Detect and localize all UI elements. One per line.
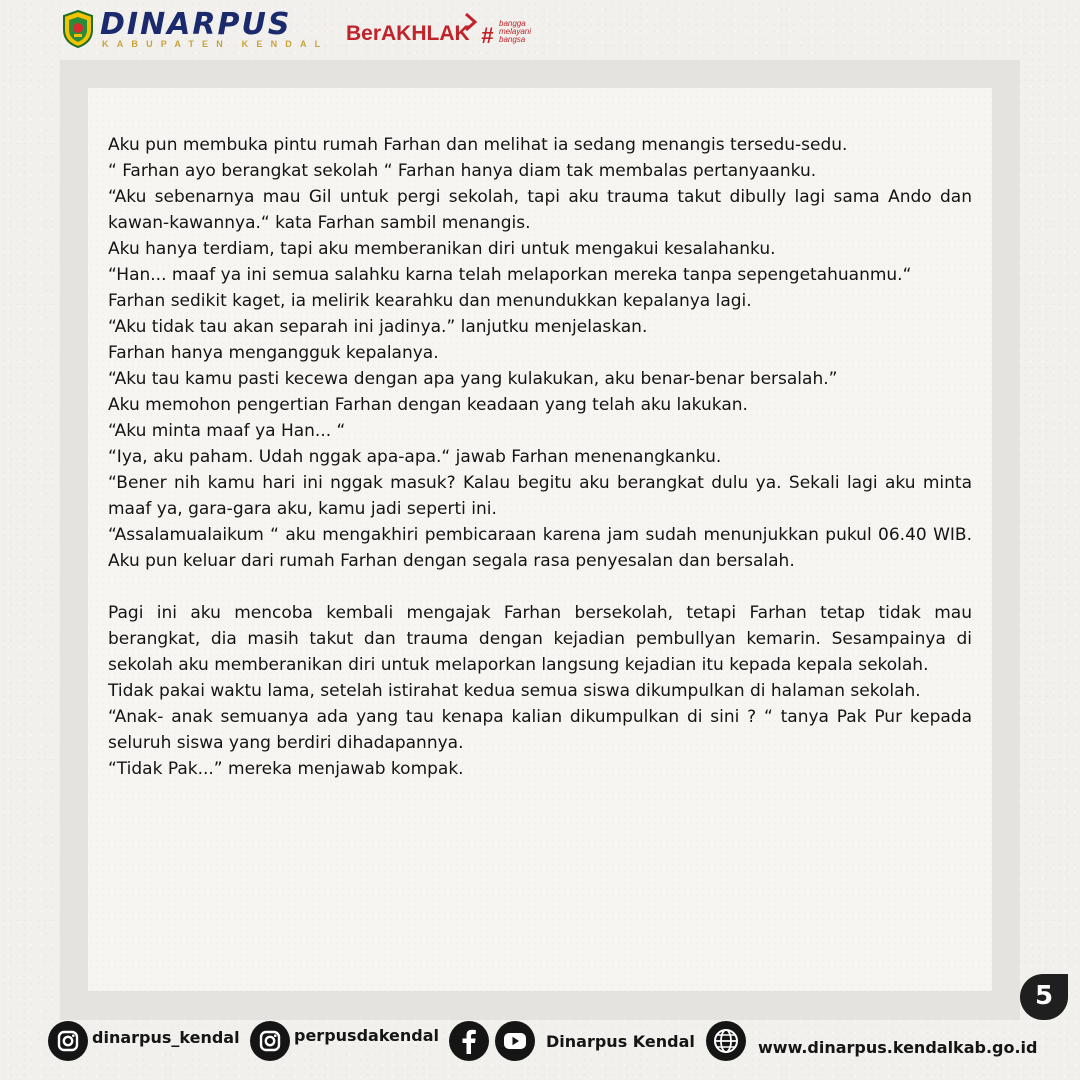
brand-subtitle: KABUPATEN KENDAL [102, 39, 329, 49]
story-paragraph: “ Farhan ayo berangkat sekolah “ Farhan hanya diam tak membalas pertanyaanku. [108, 161, 817, 181]
tagline [499, 20, 531, 44]
story-paragraph: “Bener nih kamu hari ini nggak masuk? Kalau begitu aku berangkat dulu ya. Sekali lagi aku minta maaf ya, gara-gara aku, kamu jadi seperti ini. [108, 473, 972, 519]
story-paragraph: Aku hanya terdiam, tapi aku memberanikan diri untuk mengakui kesalahanku. [108, 239, 776, 259]
brand-name: DINARPUS [100, 7, 292, 42]
story-paragraph: Aku memohon pengertian Farhan dengan keadaan yang telah aku lakukan. [108, 395, 748, 415]
hashtag-mark: # [481, 23, 494, 48]
paragraph-gap [108, 574, 972, 600]
tagline-line: bangsa [499, 35, 526, 44]
story-paragraph: Pagi ini aku mencoba kembali mengajak Farhan bersekolah, tetapi Farhan tetap tidak mau berangkat, dia masih takut dan trauma dengan kejadian pembullyan kemarin. Sesampainya di sekolah aku memberanikan diri untuk melaporkan langsung kejadian itu kepada kepala sekolah. [108, 603, 972, 675]
story-paragraph: Farhan hanya mengangguk kepalanya. [108, 343, 439, 363]
story-paragraph: “Tidak Pak...” mereka menjawab kompak. [108, 759, 464, 779]
story-paragraph: “Anak- anak semuanya ada yang tau kenapa kalian dikumpulkan di sini ? “ tanya Pak Pur kepada seluruh siswa yang berdiri dihadapannya. [108, 707, 972, 753]
tagline-line: bangga [499, 19, 526, 28]
channel-name-link[interactable]: Dinarpus Kendal [546, 1032, 695, 1051]
berakhlak-logo: BerAKHLAK [346, 22, 470, 45]
story-paragraph: Farhan sedikit kaget, ia melirik kearahku dan menundukkan kepalanya lagi. [108, 291, 752, 311]
kendal-crest-icon [62, 10, 94, 48]
story-paragraph: “Aku minta maaf ya Han... “ [108, 421, 346, 441]
instagram-icon[interactable] [250, 1021, 290, 1061]
youtube-icon[interactable] [495, 1021, 535, 1061]
instagram-icon[interactable] [48, 1021, 88, 1061]
story-paragraph: “Aku tau kamu pasti kecewa dengan apa yang kulakukan, aku benar-benar bersalah.” [108, 369, 838, 389]
story-paragraph: “Assalamualaikum “ aku mengakhiri pembicaraan karena jam sudah menunjukkan pukul 06.40 WIB. Aku pun keluar dari rumah Farhan dengan segala rasa penyesalan dan bersalah. [108, 525, 972, 571]
facebook-icon[interactable] [449, 1021, 489, 1061]
story-paragraph: “Iya, aku paham. Udah nggak apa-apa.“ jawab Farhan menenangkanku. [108, 447, 722, 467]
chevron-right-icon [463, 12, 479, 32]
story-text [108, 132, 972, 782]
story-paragraph: “Han... maaf ya ini semua salahku karna telah melaporkan mereka tanpa sepengetahuanmu.“ [108, 265, 912, 285]
story-paragraph: “Aku tidak tau akan separah ini jadinya.” lanjutku menjelaskan. [108, 317, 648, 337]
tagline-line: melayani [499, 27, 532, 36]
globe-icon[interactable] [706, 1021, 746, 1061]
story-paragraph: Aku pun membuka pintu rumah Farhan dan melihat ia sedang menangis tersedu-sedu. [108, 135, 848, 155]
page-number-badge: 5 [1020, 974, 1068, 1020]
header [62, 8, 562, 52]
instagram-handle-link[interactable]: dinarpus_kendal [92, 1028, 240, 1047]
instagram-handle-link[interactable]: perpusdakendal [294, 1026, 439, 1045]
website-link[interactable]: www.dinarpus.kendalkab.go.id [758, 1038, 1038, 1057]
footer [48, 1018, 1048, 1068]
story-paragraph: Tidak pakai waktu lama, setelah istirahat kedua semua siswa dikumpulkan di halaman sekolah. [108, 681, 921, 701]
story-paragraph: “Aku sebenarnya mau Gil untuk pergi sekolah, tapi aku trauma takut dibully lagi sama Ando dan kawan-kawannya.“ kata Farhan sambil menangis. [108, 187, 972, 233]
